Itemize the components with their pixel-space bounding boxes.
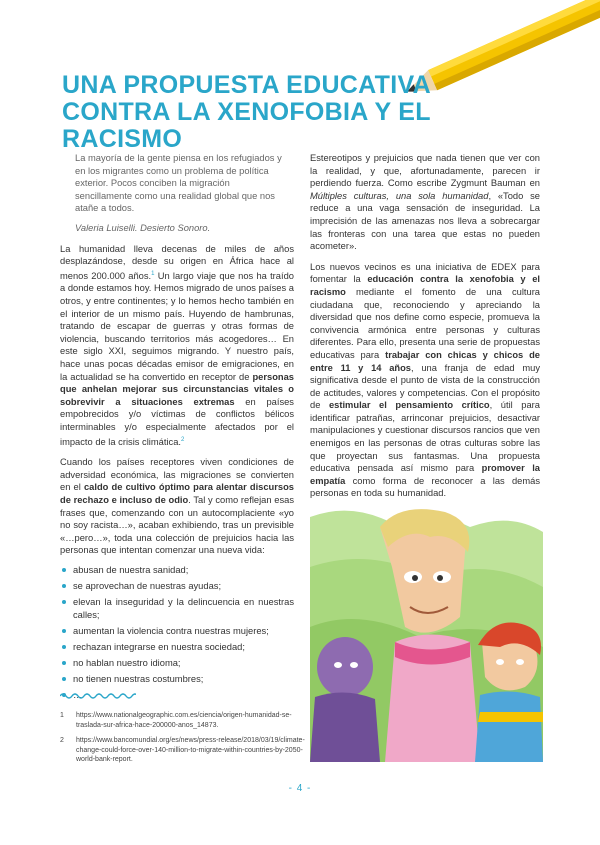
text-span: Cuando los países receptores viven condiciones de adversidad económica, las migraciones se convierten en el <box>60 457 294 493</box>
bold-span: trabajar con chicas y chicos de entre 11 y 14 años <box>310 349 540 373</box>
left-column <box>60 152 294 705</box>
bold-span: promover la empatía <box>310 463 540 486</box>
prejudice-list <box>60 564 294 701</box>
text-span: . Tal y como reflejan esas frases que, comenzando con un autocomplaciente «yo no soy racista…», acaban exhibiendo, tras un previsible «…pero…», toda una colección de prejuicios hacia las personas que intentan comenzar una nueva vida: <box>60 495 294 556</box>
list-item: … <box>60 689 294 702</box>
title-line-2: CONTRA LA XENOFOBIA Y EL RACISMO <box>62 98 431 153</box>
list-item: no hablan nuestro idioma; <box>60 657 294 670</box>
bold-span: caldo de cultivo óptimo para alentar discursos de rechazo e incluso de odio <box>60 482 295 506</box>
footnotes <box>60 711 305 771</box>
footnote-link[interactable]: https://www.bancomundial.org/es/news/press-release/2018/03/19/climate-change-could-force-over-140-million-to-migrate-within-countries-by-2050-world-bank-report. <box>76 737 305 763</box>
cartoon-children-illustration <box>310 507 543 762</box>
list-item: elevan la inseguridad y la delincuencia en nuestras calles; <box>60 596 294 621</box>
footnote-number: 2 <box>60 737 64 744</box>
footnote-link[interactable]: https://www.nationalgeographic.com.es/ciencia/origen-humanidad-se-traslada-sur-africa-hace-200000-anos_14873. <box>76 712 292 729</box>
text-span: , una franja de edad muy significativa desde el punto de vista de la construcción de actitudes, valores y competencias. Con el propósito de <box>310 362 541 411</box>
footnote-number: 1 <box>60 712 64 719</box>
wavy-divider <box>60 692 136 700</box>
right-column <box>310 152 540 500</box>
text-span: , «Todo se reduce a una vaga sensación de inseguridad. La imprecisión de las amenazas nos lleva a sobrecargar las fronteras con una tarea que estas no pueden acometer». <box>310 190 540 252</box>
epigraph-quote: La mayoría de la gente piensa en los refugiados y en los migrantes como un problema de política exterior. Pocos conciben la migración sencillamente como una realidad global que nos atañe a todos. <box>75 153 282 214</box>
epigraph-author: Valeria Luiselli. Desierto Sonoro. <box>75 222 211 233</box>
list-item: rechazan integrarse en nuestra sociedad; <box>60 641 294 654</box>
footnote-ref-2[interactable]: 2 <box>181 436 185 443</box>
left-paragraph-2 <box>60 456 294 557</box>
text-span: Estereotipos y prejuicios que nada tienen que ver con la realidad, y que, afortunadamente, parecen ir perdiendo fuerza. Como escribe Zygmunt Bauman en <box>310 153 540 189</box>
text-span: como forma de reconocer a las demás personas en toda su humanidad. <box>310 475 540 499</box>
list-item: aumentan la violencia contra nuestras mujeres; <box>60 625 294 638</box>
list-item: abusan de nuestra sanidad; <box>60 564 294 577</box>
text-span: , útil para identificar patrañas, arrinconar prejuicios, desactivar manipulaciones y cuestionar discursos rancios que ven enemigos en las personas de otras culturas sobre las que proyectan sus fantasmas. Una propuesta educativa pensada así mismo para <box>310 400 540 474</box>
text-span: en países empobrecidos y/o víctimas de conflictos bélicos interminables y/o especialmente afectados por el impacto de la crisis climática. <box>60 396 294 447</box>
list-item: no tienen nuestras costumbres; <box>60 673 294 686</box>
right-paragraph-1 <box>310 152 540 253</box>
footnote-ref-1[interactable]: 1 <box>151 270 155 277</box>
right-paragraph-2 <box>310 261 540 500</box>
bold-span: estimular el pensamiento crítico <box>328 400 490 411</box>
title-line-1: UNA PROPUESTA EDUCATIVA <box>62 71 431 99</box>
text-span: La humanidad lleva decenas de miles de años desplazándose, desde su origen en África hace al menos 200.000 años. <box>60 243 294 281</box>
bold-span: educación contra la xenofobia y el racismo <box>310 274 540 297</box>
left-paragraph-1 <box>60 243 294 449</box>
footnote-1 <box>60 711 305 730</box>
footnote-2 <box>60 736 305 765</box>
bold-span: personas que anhelan mejorar sus circunstancias vitales o sobrevivir a situaciones extremas <box>60 371 294 407</box>
text-span: Un largo viaje que nos ha traído a donde estamos hoy. Hemos migrado de unos países a otros, y entre continentes; y lo hemos hecho también en el interior de un mismo país. Huyendo de hambrunas, tratando de escapar de guerras y otras formas de violencia, buscando territorios más acogedores… En este siglo XXI, seguimos migrando. Y nuestro país, hace unas pocas décadas emisor de emigraciones, en la actualidad se ha convertido en receptor de <box>60 270 294 382</box>
book-title: Múltiples culturas, una sola humanidad <box>310 190 489 201</box>
page-title <box>62 72 502 153</box>
text-span: Los nuevos vecinos es una iniciativa de EDEX para fomentar la <box>310 261 540 285</box>
page-number: - 4 - <box>288 783 312 794</box>
list-item: se aprovechan de nuestras ayudas; <box>60 580 294 593</box>
text-span: mediante el fomento de una cultura ciudadana que, reconociendo y apreciando la diversidad que nos define como especie, promueva la convivencia armónica entre personas y culturas diferentes. Para ello, presenta una serie de propuestas educativas para <box>310 286 540 360</box>
